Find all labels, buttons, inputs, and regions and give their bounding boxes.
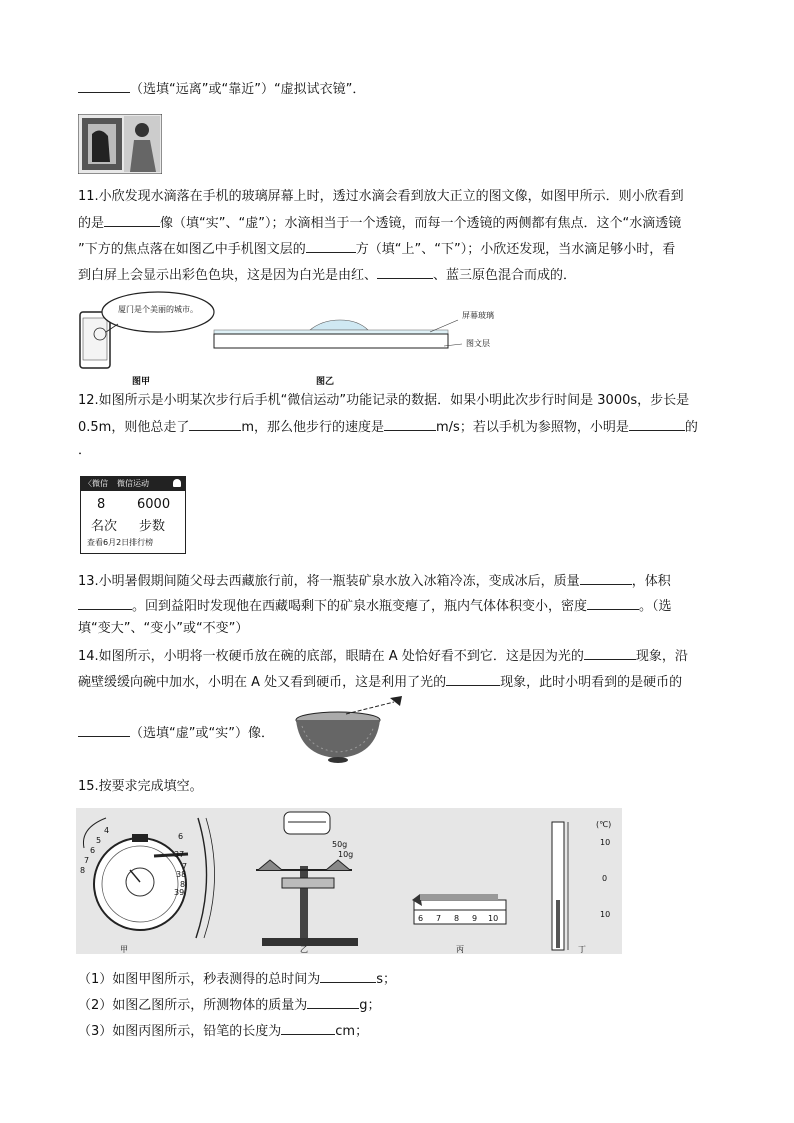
caption-jia: 甲: [120, 945, 128, 954]
q11-line4: 到白屏上会显示出彩色色块，这是因为白光是由红、 、蓝三原色混合而成的．: [78, 268, 577, 283]
stopwatch-tick: 5: [96, 836, 102, 845]
q12-line1: 12.如图所示是小明某次步行后手机“微信运动”功能记录的数据．如果小明此次步行时间是 3000s，步长是: [78, 393, 690, 408]
dial-tick: 38: [176, 870, 187, 879]
dial-tick: 39: [174, 888, 185, 897]
stopwatch-tick: 4: [104, 826, 110, 835]
answer-blank[interactable]: [78, 597, 132, 610]
stopwatch-tick: 7: [84, 856, 90, 865]
dial-tick: 8: [180, 880, 186, 889]
answer-blank[interactable]: [384, 418, 436, 431]
instruments-figure: [76, 808, 622, 954]
q14-line1: 14.如图所示，小明将一枚硬币放在碗的底部，眼睛在 A 处恰好看不到它．这是因为光的 现象，沿: [78, 649, 688, 664]
q13-line3: 填“变大”、“变小”或“不变”）: [78, 621, 249, 636]
dial-tick: 37: [174, 850, 185, 859]
thermo-tick: 10: [600, 838, 611, 847]
q12-line3: ．: [78, 443, 92, 458]
rank-value: 8: [97, 497, 106, 512]
q15-title: 15.按要求完成填空。: [78, 779, 203, 794]
ruler-tick: 10: [488, 914, 499, 923]
answer-blank[interactable]: [587, 597, 639, 610]
q10-line: （选填“远离”或“靠近”）“虚拟试衣镜”．: [78, 80, 365, 99]
dial-tick: 6: [178, 832, 184, 841]
thermo-tick: 10: [600, 910, 611, 919]
q11-line1: 11.小欣发现水滴落在手机的玻璃屏幕上时，透过水滴会看到放大正立的图文像，如图甲所示．则小欣看到: [78, 189, 684, 204]
phone-bubble-text: 厦门是个美丽的城市。: [118, 305, 198, 314]
q13-line2: 。回到益阳时发现他在西藏喝剩下的矿泉水瓶变瘪了，瓶内气体体积变小，密度 。（选: [78, 597, 672, 616]
q15-sub1: （1）如图甲图所示，秒表测得的总时间为 s；: [78, 972, 397, 987]
answer-blank[interactable]: [377, 266, 433, 279]
ruler-tick: 6: [418, 914, 424, 923]
q13-line1: 13.小明暑假期间随父母去西藏旅行前，将一瓶装矿泉水放入冰箱冷冻，变成冰后，质量 ，体积: [78, 574, 671, 589]
stopwatch-tick: 6: [90, 846, 96, 855]
answer-blank[interactable]: [320, 970, 376, 983]
q11-line2: 的是 像（填“实”、“虚”）；水滴相当于一个透镜，而每一个透镜的两侧都有焦点．这个“水滴透镜: [78, 216, 682, 231]
answer-blank[interactable]: [307, 996, 359, 1009]
q15-sub2: （2）如图乙图所示，所测物体的质量为 g；: [78, 998, 381, 1013]
weight-label: 50g: [332, 840, 348, 849]
wechat-sport-card: [80, 476, 186, 554]
answer-blank[interactable]: [189, 418, 241, 431]
card-header: [81, 477, 185, 491]
phone-figure: [78, 290, 218, 370]
weight-label: 10g: [338, 850, 354, 859]
leaderboard-link: 查看6月2日排行榜: [87, 538, 154, 547]
label-screen-glass: 屏幕玻璃: [462, 311, 494, 320]
q15-sub3: （3）如图丙图所示，铅笔的长度为 cm；: [78, 1024, 369, 1039]
q14-line3: （选填“虚”或“实”）像．: [78, 724, 274, 743]
thermo-unit: (℃): [596, 820, 612, 829]
stopwatch-tick: 8: [80, 866, 86, 875]
screen-cross-section: [212, 311, 512, 356]
answer-blank[interactable]: [78, 80, 130, 93]
mirror-photo: [78, 114, 162, 174]
answer-blank[interactable]: [78, 724, 130, 737]
label-image-layer: 图文层: [466, 339, 490, 348]
ruler-tick: 7: [436, 914, 442, 923]
answer-blank[interactable]: [580, 572, 632, 585]
caption-fig-a: 图甲: [132, 377, 151, 387]
answer-blank[interactable]: [629, 418, 685, 431]
card-title: 微信运动: [117, 479, 149, 488]
answer-blank[interactable]: [446, 673, 500, 686]
ruler-tick: 9: [472, 914, 478, 923]
q14-line2: 碗壁缓缓向碗中加水，小明在 A 处又看到硬币，这是利用了光的 现象，此时小明看到的是硬币的: [78, 675, 683, 690]
answer-blank[interactable]: [104, 214, 160, 227]
bowl-figure: [290, 696, 410, 764]
caption-bing: 丙: [456, 945, 464, 954]
steps-value: 6000: [137, 497, 171, 512]
q12-line2: 0.5m，则他总走了 m，那么他步行的速度是 m/s；若以手机为参照物，小明是 的: [78, 420, 698, 435]
ruler-tick: 8: [454, 914, 460, 923]
caption-ding: 丁: [578, 945, 586, 954]
q11-line3: ”下方的焦点落在如图乙中手机图文层的 方（填“上”、“下”）；小欣还发现，当水滴足够小时，看: [78, 242, 676, 257]
thermo-tick: 0: [602, 874, 608, 883]
answer-blank[interactable]: [306, 240, 356, 253]
steps-label: 步数: [139, 519, 166, 534]
answer-blank[interactable]: [584, 647, 636, 660]
answer-blank[interactable]: [281, 1022, 335, 1035]
back-button: 〈微信: [84, 479, 108, 488]
dial-tick: 7: [182, 862, 188, 871]
caption-yi: 乙: [300, 945, 308, 954]
user-icon: [173, 479, 181, 487]
caption-fig-b: 图乙: [316, 377, 335, 387]
rank-label: 名次: [91, 519, 118, 534]
